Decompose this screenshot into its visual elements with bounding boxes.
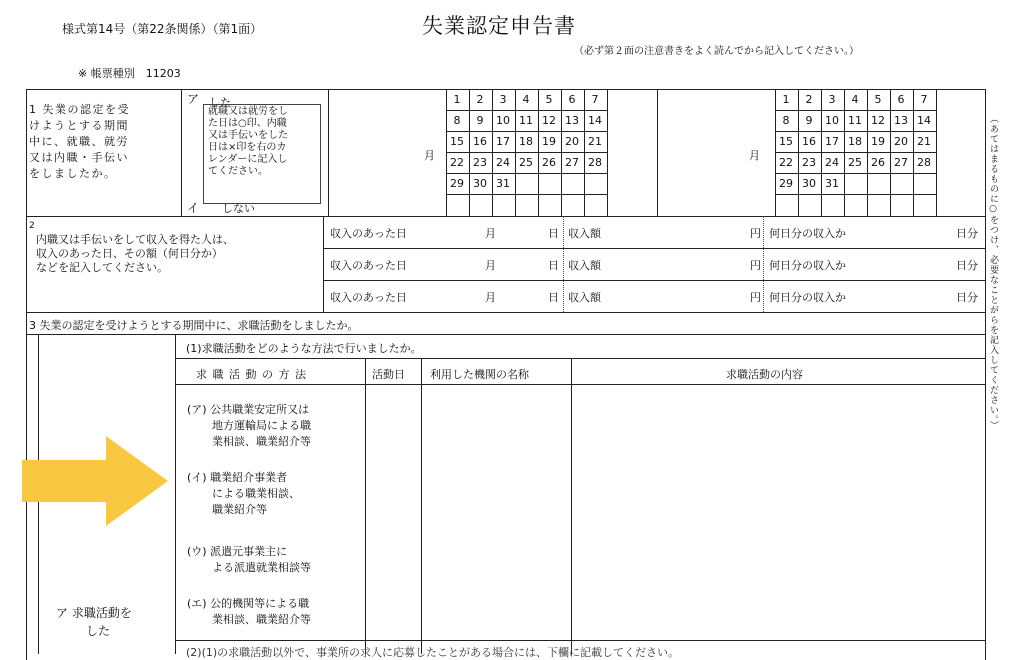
calendar-day-cell[interactable]: 1	[782, 93, 790, 106]
calendar-day-cell[interactable]: 18	[848, 135, 862, 148]
income-day-unit-label: 日	[548, 259, 559, 272]
calendar-day-cell[interactable]: 28	[917, 156, 931, 169]
calendar2-month-label: 月	[749, 149, 760, 162]
income-day-label: 収入のあった日	[330, 227, 407, 240]
calendar-day-cell[interactable]: 27	[565, 156, 579, 169]
calendar-day-cell[interactable]: 30	[802, 177, 816, 190]
calendar-day-cell[interactable]: 25	[848, 156, 862, 169]
calendar-day-cell[interactable]: 12	[542, 114, 556, 127]
section1-question: 1 失業の認定を受 けようとする期間 中に、就職、就労 又は内職・手伝い をしましたか。	[29, 103, 130, 180]
option-a-mark[interactable]: ア	[187, 92, 200, 106]
calendar-day-cell[interactable]: 8	[453, 114, 461, 127]
income-day-label: 収入のあった日	[330, 291, 407, 304]
yen-label: 円	[750, 291, 761, 304]
calendar-day-cell[interactable]: 3	[828, 93, 836, 106]
calendar-day-cell[interactable]: 5	[874, 93, 882, 106]
calendar-day-cell[interactable]: 12	[871, 114, 885, 127]
calendar-day-cell[interactable]: 19	[871, 135, 885, 148]
option-i-label: しない	[222, 202, 255, 215]
days-worth-label: 何日分の収入か	[769, 259, 846, 272]
calendar-day-cell[interactable]: 10	[496, 114, 510, 127]
section3-question: 3 失業の認定を受けようとする期間中に、求職活動をしましたか。	[29, 319, 359, 332]
calendar-day-cell[interactable]: 14	[588, 114, 602, 127]
calendar-day-cell[interactable]: 5	[545, 93, 553, 106]
form-type-label: ※ 帳票種別 11203	[78, 67, 181, 80]
calendar-day-cell[interactable]: 23	[802, 156, 816, 169]
section3-cut-text: (2)(1)の求職活動以外で、事業所の求人に応募したことがある場合には、下欄に記載してください。	[186, 646, 679, 659]
calendar-day-cell[interactable]: 29	[779, 177, 793, 190]
calendar-day-cell[interactable]: 24	[496, 156, 510, 169]
column-header-institution: 利用した機関の名称	[430, 368, 529, 381]
calendar-day-cell[interactable]: 13	[565, 114, 579, 127]
calendar-day-cell[interactable]: 6	[897, 93, 905, 106]
calendar-day-cell[interactable]: 22	[779, 156, 793, 169]
column-header-content: 求職活動の内容	[726, 368, 803, 381]
calendar-day-cell[interactable]: 15	[450, 135, 464, 148]
arrow-right-icon	[22, 436, 172, 526]
income-day-unit-label: 日	[548, 227, 559, 240]
calendar-day-cell[interactable]: 7	[920, 93, 928, 106]
calendar-day-cell[interactable]: 23	[473, 156, 487, 169]
calendar-day-cell[interactable]: 9	[476, 114, 484, 127]
calendar-day-cell[interactable]: 21	[917, 135, 931, 148]
income-month-label: 月	[485, 227, 496, 240]
calendar-day-cell[interactable]: 22	[450, 156, 464, 169]
days-unit-label: 日分	[956, 259, 978, 272]
calendar-day-cell[interactable]: 17	[825, 135, 839, 148]
method-u: (ウ) 派遣元事業主に よる派遣就業相談等	[187, 545, 311, 574]
calendar-day-cell[interactable]: 11	[848, 114, 862, 127]
calendar-day-cell[interactable]: 2	[805, 93, 813, 106]
side-note: （あてはまるものに○をつけ、必要なことがらを記入してください。）	[988, 114, 998, 431]
calendar-day-cell[interactable]: 19	[542, 135, 556, 148]
section3-option-a[interactable]: ア 求職活動を した	[56, 606, 132, 638]
calendar-day-cell[interactable]: 16	[802, 135, 816, 148]
income-amount-label: 収入額	[568, 227, 601, 240]
calendar-day-cell[interactable]: 24	[825, 156, 839, 169]
calendar-day-cell[interactable]: 15	[779, 135, 793, 148]
calendar-day-cell[interactable]: 13	[894, 114, 908, 127]
calendar-day-cell[interactable]: 4	[851, 93, 859, 106]
calendar-day-cell[interactable]: 26	[871, 156, 885, 169]
calendar1-month-label: 月	[424, 149, 435, 162]
income-day-label: 収入のあった日	[330, 259, 407, 272]
method-e: (エ) 公的機関等による職 業相談、職業紹介等	[187, 597, 311, 626]
days-unit-label: 日分	[956, 291, 978, 304]
calendar-day-cell[interactable]: 21	[588, 135, 602, 148]
column-header-activity-date: 活動日	[372, 368, 405, 381]
yen-label: 円	[750, 227, 761, 240]
calendar-day-cell[interactable]: 31	[496, 177, 510, 190]
calendar-day-cell[interactable]: 28	[588, 156, 602, 169]
calendar-day-cell[interactable]: 6	[568, 93, 576, 106]
calendar-day-cell[interactable]: 9	[805, 114, 813, 127]
calendar-day-cell[interactable]: 29	[450, 177, 464, 190]
form-number: 様式第14号（第22条関係）（第1面）	[62, 22, 263, 36]
option-a-description: 就職又は就労をし た日は○印、内職 又は手伝いをした 日は×印を右のカ レンダーに記入し てください。	[208, 106, 288, 177]
calendar-day-cell[interactable]: 20	[894, 135, 908, 148]
option-a-label: した	[209, 96, 231, 109]
calendar-day-cell[interactable]: 11	[519, 114, 533, 127]
instruction-note: （必ず第２面の注意書きをよく読んでから記入してください。）	[574, 46, 859, 57]
yen-label: 円	[750, 259, 761, 272]
calendar-day-cell[interactable]: 25	[519, 156, 533, 169]
section2-question: 2 内職又は手伝いをして収入を得た人は、 収入のあった日、その額（何日分か） などを記入してください。	[29, 221, 234, 274]
calendar-day-cell[interactable]: 2	[476, 93, 484, 106]
calendar-day-cell[interactable]: 26	[542, 156, 556, 169]
days-worth-label: 何日分の収入か	[769, 227, 846, 240]
income-amount-label: 収入額	[568, 259, 601, 272]
method-i: (イ) 職業紹介事業者 による職業相談、 職業紹介等	[187, 471, 300, 516]
calendar-day-cell[interactable]: 7	[591, 93, 599, 106]
section3-sub-question: (1)求職活動をどのような方法で行いましたか。	[186, 342, 422, 355]
column-header-method: 求 職 活 動 の 方 法	[196, 368, 307, 381]
days-unit-label: 日分	[956, 227, 978, 240]
calendar-day-cell[interactable]: 14	[917, 114, 931, 127]
income-day-unit-label: 日	[548, 291, 559, 304]
calendar-day-cell[interactable]: 20	[565, 135, 579, 148]
calendar-day-cell[interactable]: 17	[496, 135, 510, 148]
page-title: 失業認定申告書	[422, 14, 576, 38]
days-worth-label: 何日分の収入か	[769, 291, 846, 304]
calendar-day-cell[interactable]: 31	[825, 177, 839, 190]
method-a: (ア) 公共職業安定所又は 地方運輸局による職 業相談、職業紹介等	[187, 403, 311, 448]
income-month-label: 月	[485, 291, 496, 304]
calendar-day-cell[interactable]: 10	[825, 114, 839, 127]
calendar-day-cell[interactable]: 18	[519, 135, 533, 148]
calendar-day-cell[interactable]: 30	[473, 177, 487, 190]
calendar-day-cell[interactable]: 1	[453, 93, 461, 106]
income-month-label: 月	[485, 259, 496, 272]
calendar-day-cell[interactable]: 8	[782, 114, 790, 127]
calendar-day-cell[interactable]: 27	[894, 156, 908, 169]
calendar-day-cell[interactable]: 3	[499, 93, 507, 106]
calendar-day-cell[interactable]: 4	[522, 93, 530, 106]
income-amount-label: 収入額	[568, 291, 601, 304]
option-i-mark[interactable]: イ	[187, 201, 200, 215]
calendar-day-cell[interactable]: 16	[473, 135, 487, 148]
